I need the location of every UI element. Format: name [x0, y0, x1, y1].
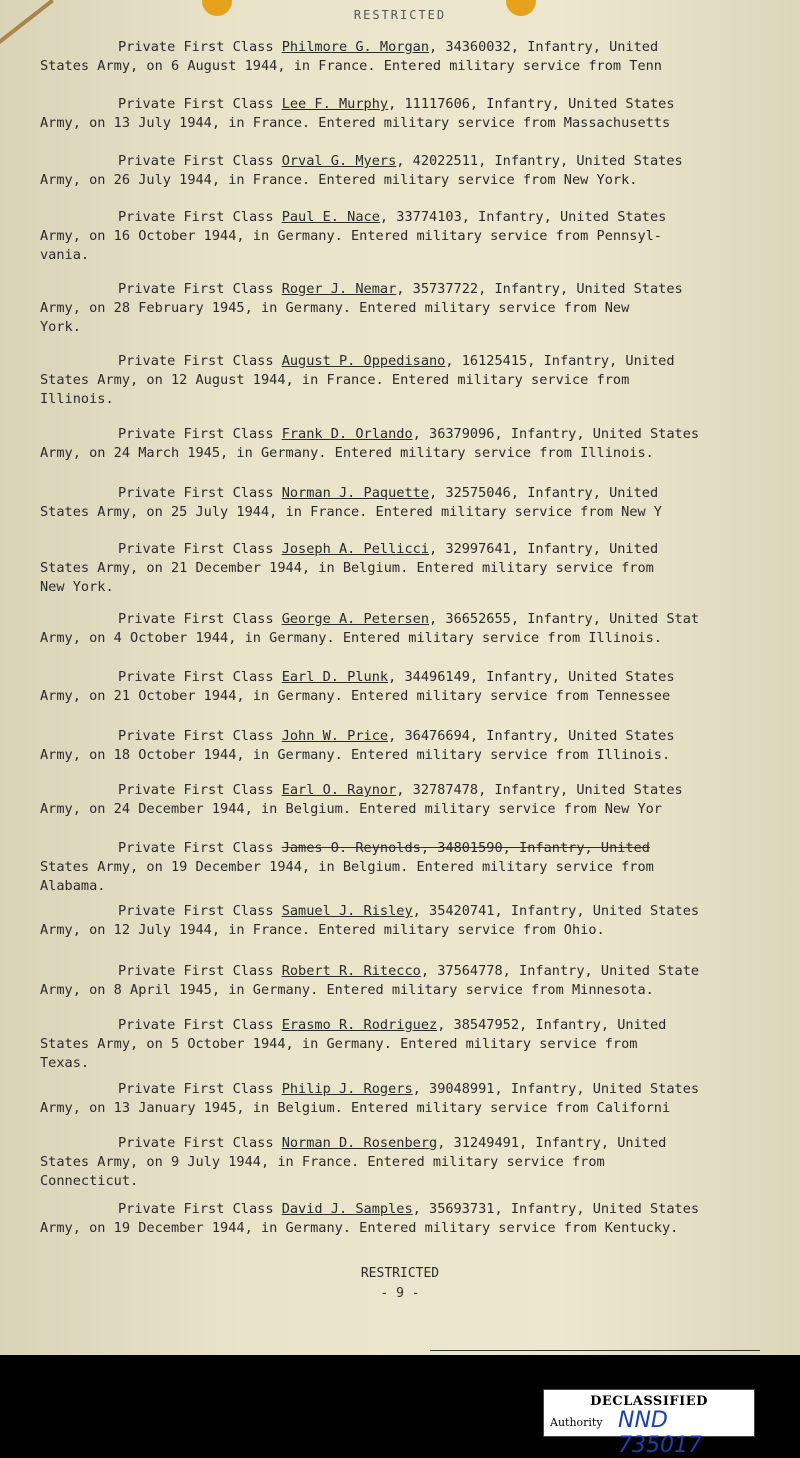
casualty-entry — [40, 484, 780, 522]
entry-line-2: States Army, on 12 August 1944, in France. Entered military service from — [40, 372, 630, 388]
entry-soldier-name: Samuel J. Risley — [281, 903, 413, 919]
entry-soldier-name: Orval G. Myers — [281, 153, 397, 169]
entry-line-2: States Army, on 6 August 1944, in France. Entered military service from Tenn — [40, 58, 662, 74]
casualty-entry — [40, 1134, 780, 1191]
entry-soldier-name: Earl D. Plunk — [281, 669, 389, 685]
casualty-entry — [40, 38, 780, 76]
casualty-entry — [40, 902, 780, 940]
entry-rank: Private First Class — [118, 782, 274, 798]
entry-line-2: Army, on 21 October 1944, in Germany. Entered military service from Tennessee — [40, 688, 671, 704]
entry-line-1 — [40, 668, 780, 687]
casualty-entry — [40, 1200, 780, 1238]
entry-soldier-name: David J. Samples — [281, 1201, 413, 1217]
entry-line-1 — [40, 902, 780, 921]
entry-line-1 — [40, 1016, 780, 1035]
entry-line-1 — [40, 727, 780, 746]
entry-serial-unit: , 36379096, Infantry, United States — [412, 426, 700, 442]
entry-line-2: Army, on 12 July 1944, in France. Entered military service from Ohio. — [40, 922, 605, 938]
entry-serial-unit: , 34801590, Infantry, United — [420, 840, 650, 856]
casualty-entry — [40, 1016, 780, 1073]
entry-soldier-name: Norman J. Paquette — [281, 485, 430, 501]
entry-line-1 — [40, 1134, 780, 1153]
entry-soldier-name: Robert R. Ritecco — [281, 963, 421, 979]
entry-line-3: Illinois. — [40, 391, 114, 407]
entry-rank: Private First Class — [118, 96, 274, 112]
entry-line-2: Army, on 18 October 1944, in Germany. Entered military service from Illinois. — [40, 747, 671, 763]
entry-serial-unit: , 16125415, Infantry, United — [445, 353, 675, 369]
casualty-entry — [40, 1080, 780, 1118]
entry-line-3: Connecticut. — [40, 1173, 139, 1189]
entry-serial-unit: , 39048991, Infantry, United States — [412, 1081, 700, 1097]
casualty-entry — [40, 425, 780, 463]
entry-line-2: Army, on 28 February 1945, in Germany. Entered military service from New — [40, 300, 630, 316]
casualty-entry — [40, 540, 780, 597]
entry-line-2: Army, on 8 April 1945, in Germany. Entered military service from Minnesota. — [40, 982, 654, 998]
casualty-entry — [40, 839, 780, 896]
entry-rank: Private First Class — [118, 209, 274, 225]
entry-line-2: Army, on 24 March 1945, in Germany. Entered military service from Illinois. — [40, 445, 654, 461]
entry-line-1 — [40, 208, 780, 227]
entry-serial-unit: , 34496149, Infantry, United States — [388, 669, 675, 685]
entry-rank: Private First Class — [118, 153, 274, 169]
entry-serial-unit: , 42022511, Infantry, United States — [396, 153, 683, 169]
entry-rank: Private First Class — [118, 669, 274, 685]
casualty-entry — [40, 962, 780, 1000]
page-number: - 9 - — [380, 1286, 420, 1301]
entry-line-1 — [40, 38, 780, 57]
divider — [430, 1350, 760, 1351]
entry-serial-unit: , 32997641, Infantry, United — [429, 541, 659, 557]
page-header: RESTRICTED — [353, 8, 447, 22]
entry-line-2: States Army, on 5 October 1944, in Germany. Entered military service from — [40, 1036, 638, 1052]
entry-serial-unit: , 32575046, Infantry, United — [429, 485, 659, 501]
entry-soldier-name: Erasmo R. Rodriguez — [281, 1017, 438, 1033]
casualty-entry — [40, 352, 780, 409]
casualty-entry — [40, 152, 780, 190]
entry-serial-unit: , 33774103, Infantry, United States — [379, 209, 667, 225]
entry-line-3: Texas. — [40, 1055, 90, 1071]
entry-rank: Private First Class — [118, 903, 274, 919]
entry-serial-unit: , 35693731, Infantry, United States — [412, 1201, 700, 1217]
entry-soldier-name: Norman D. Rosenberg — [281, 1135, 438, 1151]
entry-rank: Private First Class — [118, 485, 274, 501]
entry-line-2: States Army, on 19 December 1944, in Belgium. Entered military service from — [40, 859, 654, 875]
entry-line-2: Army, on 13 January 1945, in Belgium. Entered military service from Californi — [40, 1100, 671, 1116]
entry-line-2: Army, on 19 December 1944, in Germany. Entered military service from Kentucky. — [40, 1220, 679, 1236]
entry-line-2: Army, on 4 October 1944, in Germany. Entered military service from Illinois. — [40, 630, 662, 646]
entry-rank: Private First Class — [118, 1081, 274, 1097]
entry-line-1 — [40, 1200, 780, 1219]
stamp-authority-number: NND 735017 — [618, 1408, 702, 1458]
casualty-entry — [40, 208, 780, 265]
entry-line-1 — [40, 352, 780, 371]
entry-soldier-name: Lee F. Murphy — [281, 96, 389, 112]
footer-restricted: RESTRICTED — [360, 1266, 440, 1281]
entry-rank: Private First Class — [118, 963, 274, 979]
casualty-entry — [40, 280, 780, 337]
entry-soldier-name: Philip J. Rogers — [281, 1081, 413, 1097]
entry-serial-unit: , 34360032, Infantry, United — [429, 39, 659, 55]
entry-rank: Private First Class — [118, 541, 274, 557]
entry-rank: Private First Class — [118, 426, 274, 442]
casualty-entry — [40, 610, 780, 648]
stamp-title: DECLASSIFIED — [590, 1394, 708, 1409]
entry-line-1 — [40, 839, 780, 858]
entry-line-1 — [40, 962, 780, 981]
entry-line-1 — [40, 484, 780, 503]
entry-rank: Private First Class — [118, 353, 274, 369]
entry-line-3: York. — [40, 319, 81, 335]
casualty-entry — [40, 781, 780, 819]
entry-soldier-name: Philmore G. Morgan — [281, 39, 430, 55]
entry-rank: Private First Class — [118, 611, 274, 627]
entry-soldier-name: John W. Price — [281, 728, 389, 744]
entry-serial-unit: , 31249491, Infantry, United — [437, 1135, 667, 1151]
entry-rank: Private First Class — [118, 1201, 274, 1217]
entry-line-3: Alabama. — [40, 878, 106, 894]
entry-soldier-name: George A. Petersen — [281, 611, 430, 627]
casualty-entry — [40, 95, 780, 133]
entry-soldier-name: Frank D. Orlando — [281, 426, 413, 442]
entry-line-1 — [40, 425, 780, 444]
entry-line-1 — [40, 540, 780, 559]
entry-line-2: Army, on 26 July 1944, in France. Entered military service from New York. — [40, 172, 638, 188]
entry-soldier-name: Paul E. Nace — [281, 209, 380, 225]
entry-rank: Private First Class — [118, 728, 274, 744]
entry-line-2: States Army, on 25 July 1944, in France. Entered military service from New Y — [40, 504, 662, 520]
entry-rank: Private First Class — [118, 1135, 274, 1151]
entry-serial-unit: , 36652655, Infantry, United Stat — [429, 611, 700, 627]
entry-serial-unit: , 32787478, Infantry, United States — [396, 782, 683, 798]
entry-line-2: States Army, on 9 July 1944, in France. Entered military service from — [40, 1154, 605, 1170]
stamp-authority-label: Authority — [550, 1416, 603, 1429]
entry-soldier-name: James O. Reynolds — [281, 840, 421, 856]
entry-line-1 — [40, 781, 780, 800]
declassified-stamp — [543, 1389, 755, 1458]
casualty-entry — [40, 727, 780, 765]
entry-line-1 — [40, 1080, 780, 1099]
entry-soldier-name: Joseph A. Pellicci — [281, 541, 430, 557]
entry-serial-unit: , 35420741, Infantry, United States — [412, 903, 700, 919]
entry-soldier-name: Earl O. Raynor — [281, 782, 397, 798]
entry-serial-unit: , 36476694, Infantry, United States — [388, 728, 675, 744]
entry-soldier-name: Roger J. Nemar — [281, 281, 397, 297]
entry-rank: Private First Class — [118, 39, 274, 55]
entry-rank: Private First Class — [118, 840, 274, 856]
entry-serial-unit: , 35737722, Infantry, United States — [396, 281, 683, 297]
casualty-entry — [40, 668, 780, 706]
entry-line-3: New York. — [40, 579, 114, 595]
entry-line-2: States Army, on 21 December 1944, in Belgium. Entered military service from — [40, 560, 654, 576]
entry-line-2: Army, on 13 July 1944, in France. Entered military service from Massachusetts — [40, 115, 671, 131]
entry-line-3: vania. — [40, 247, 90, 263]
entry-line-1 — [40, 610, 780, 629]
entry-serial-unit: , 38547952, Infantry, United — [437, 1017, 667, 1033]
entry-soldier-name: August P. Oppedisano — [281, 353, 446, 369]
entry-serial-unit: , 11117606, Infantry, United States — [388, 96, 675, 112]
entry-rank: Private First Class — [118, 1017, 274, 1033]
entry-line-2: Army, on 24 December 1944, in Belgium. Entered military service from New Yor — [40, 801, 662, 817]
entry-line-1 — [40, 280, 780, 299]
entry-line-1 — [40, 152, 780, 171]
entry-serial-unit: , 37564778, Infantry, United State — [420, 963, 700, 979]
entry-rank: Private First Class — [118, 281, 274, 297]
entry-line-2: Army, on 16 October 1944, in Germany. Entered military service from Pennsyl- — [40, 228, 662, 244]
entry-line-1 — [40, 95, 780, 114]
